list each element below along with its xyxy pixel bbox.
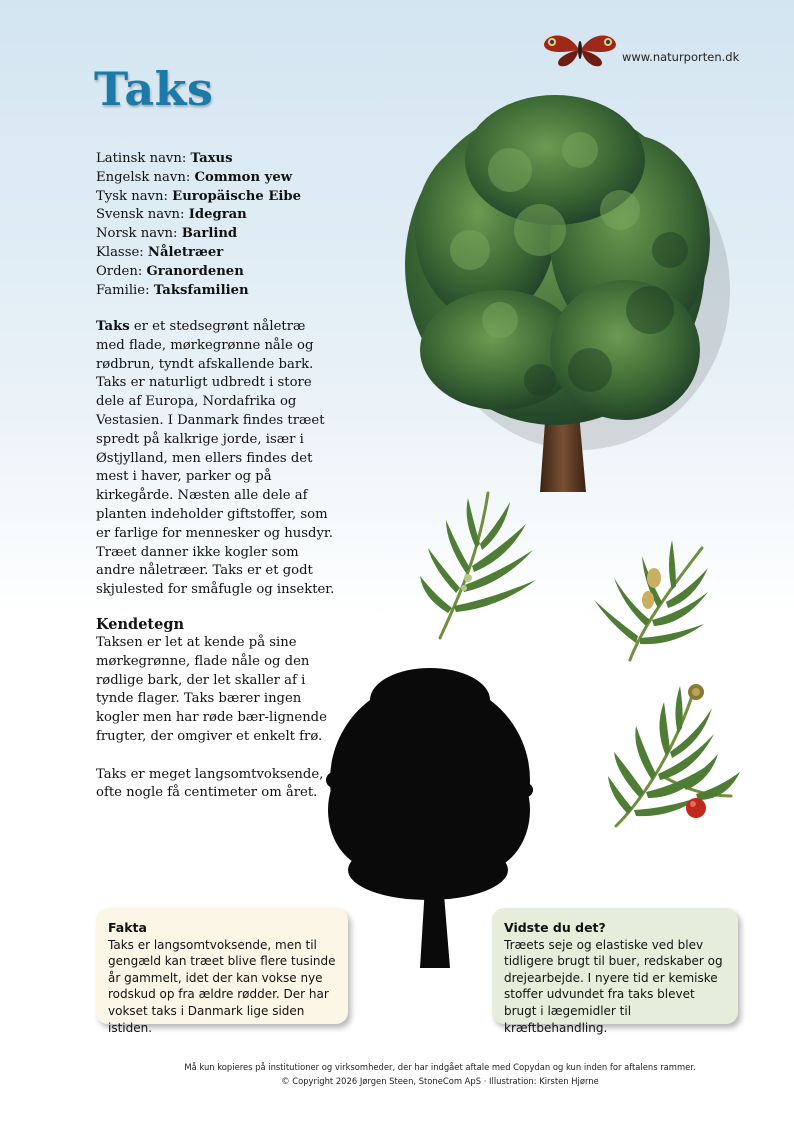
twig-illustration [592,538,710,663]
name-label: Norsk navn: [96,226,178,242]
name-row [96,169,376,188]
names-list [96,150,376,300]
vidste-box [492,908,738,1035]
fakta-text: Taks er langsomtvoksende, men til gengæld kan træet blive flere tusinde år gammelt, idet der kan vokse nye rodskud op fra ældre rødder. Der har vokset taks i Danmark lige siden istiden. [108,937,336,1035]
footer [150,1060,730,1088]
twig-illustration [418,488,540,643]
vidste-title: Vidste du det? [504,920,606,935]
name-label: Latinsk navn: [96,151,187,166]
intro-lead: Taks [96,319,130,334]
site-url[interactable]: www.naturporten.dk [622,50,740,64]
name-label: Tysk navn: [96,188,168,204]
vidste-text: Træets seje og elastiske ved blev tidligere brugt til buer, redskaber og drejearbejde. I nyere tid er kemiske stoffer udvundet fra taks blevet brugt i lægemidler til kræftbehandling. [504,937,723,1035]
kendetegn-heading: Kendetegn [96,616,185,633]
name-label: Svensk navn: [96,207,185,223]
kendetegn-section [96,634,336,822]
copyright-notice: Må kun kopieres på institutioner og virksomheder, der har indgået aftale med Copydan og kun inden for aftalens rammer. [184,1062,696,1072]
name-row [96,188,376,207]
tree-illustration [390,80,740,525]
name-label: Orden: [96,263,143,279]
name-label: Klasse: [96,244,144,260]
kendetegn-paragraph-2: Taks er meget langsomtvoksende, ofte nogle få centimeter om året. [96,766,324,801]
butterfly-icon [540,28,620,68]
berry-twig-illustration [606,676,746,834]
name-value: Europäische Eibe [172,188,302,204]
name-value: Taksfamilien [153,282,249,298]
name-label: Familie: [96,282,150,298]
name-label: Engelsk navn: [96,169,191,185]
name-value: Nåletræer [147,244,224,260]
intro-text: er et stedsegrønt nåletræ med flade, mørkegrønne nåle og rødbrun, tyndt afskallende bark. Taks er naturligt udbredt i store dele af Europa, Nordafrika og Vestasien. I Danmark findes træet spredt på kalkrige jorde, især i Østjylland, men ellers findes det mest i haver, parker og på kirkegårde. Næsten alle dele af planten indeholder giftstoffer, som er farlige for mennesker og husdyr. Træet danner ikke kogler som andre nåletræer. Taks er et godt skjulested for småfugle og insekter. [96,319,335,598]
name-value: Idegran [188,207,247,223]
name-row [96,225,376,244]
name-row [96,263,376,282]
name-value: Taxus [190,151,233,166]
name-value: Common yew [194,169,293,185]
fakta-title: Fakta [108,920,147,935]
copyright-credit: © Copyright 2026 Jørgen Steen, StoneCom ApS · Illustration: Kirsten Hjørne [281,1076,599,1086]
intro-paragraph [96,318,336,600]
name-row [96,282,376,301]
name-row [96,150,376,169]
name-value: Granordenen [146,263,244,279]
kendetegn-paragraph-1: Taksen er let at kende på sine mørkegrønne, flade nåle og den rødlige bark, der let skaller af i tynde flager. Taks bærer ingen kogler men har røde bær-lignende frugter, der omgiver et enkelt frø. [96,635,327,744]
name-row [96,244,376,263]
fakta-box [96,908,348,1035]
page-title: Taks [94,62,214,116]
name-value: Barlind [181,226,238,242]
name-row [96,206,376,225]
